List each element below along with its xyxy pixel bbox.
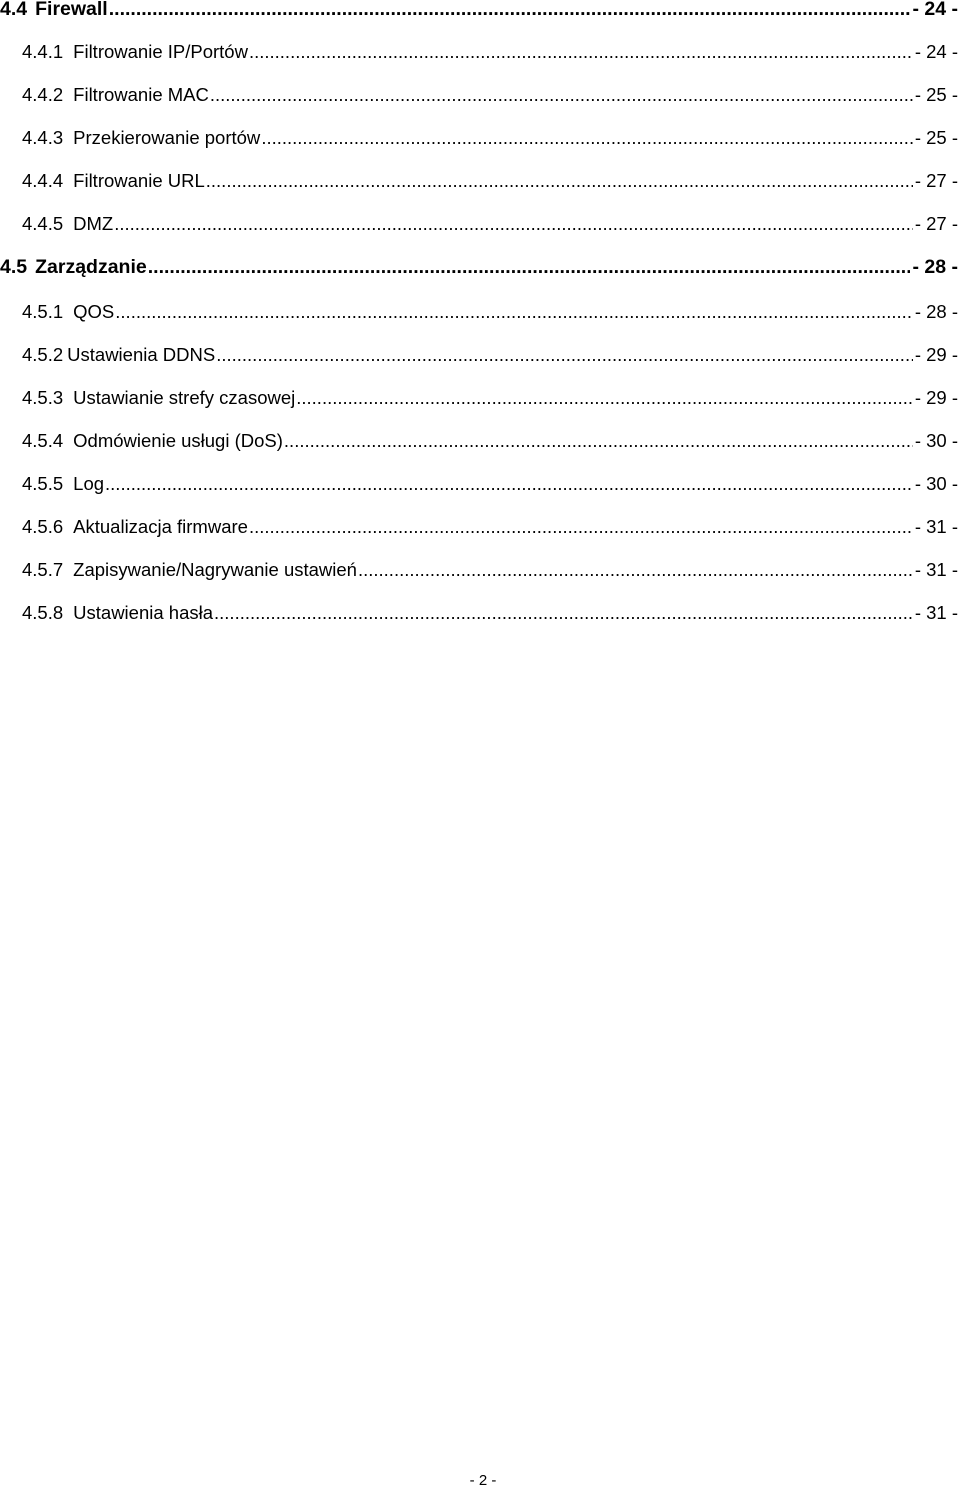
toc-entry-number: 4.4.3 [22,127,64,148]
toc-entry-page: - 27 - [914,170,958,191]
page-number: - 2 - [469,1472,497,1489]
toc-entry-number: 4.5.5 [22,473,64,494]
toc-entry-page: - 29 - [914,387,958,408]
toc-entry-page: - 28 - [914,301,958,322]
toc-entry-title: Przekierowanie portów [73,127,261,148]
toc-entry[interactable] [0,213,960,243]
toc-dot-leader [206,170,913,192]
toc-entry-title: Filtrowanie URL [73,170,205,191]
toc-entry[interactable] [0,170,960,200]
toc-entry-title: Filtrowanie MAC [73,84,209,105]
toc-entry[interactable] [0,473,960,503]
toc-entry-page: - 29 - [914,344,958,365]
toc-dot-leader [115,301,913,323]
toc-entry-number: 4.4 [0,0,28,20]
toc-entry[interactable] [0,387,960,417]
toc-entry-page: - 25 - [914,127,958,148]
toc-entry-page: - 31 - [914,516,958,537]
toc-dot-leader [261,127,913,149]
toc-entry-number: 4.4.4 [22,170,64,191]
toc-entry[interactable] [0,344,960,374]
toc-dot-leader [210,84,913,106]
toc-entry-page: - 31 - [914,559,958,580]
toc-entry-number: 4.5.3 [22,387,64,408]
toc-entry[interactable] [0,0,960,28]
toc-entry-number: 4.5.4 [22,430,64,451]
toc-entry-title: Zapisywanie/Nagrywanie ustawień [73,559,357,580]
toc-entry[interactable] [0,559,960,589]
toc-dot-leader [296,387,913,409]
toc-dot-leader [249,41,913,63]
toc-entry-number: 4.5 [0,256,28,278]
toc-dot-leader [358,559,913,581]
toc-entry-number: 4.4.1 [22,41,64,62]
toc-entry-number: 4.5.7 [22,559,64,580]
toc-entry-title: DMZ [73,213,114,234]
toc-entry-page: - 25 - [914,84,958,105]
toc-dot-leader [284,430,913,452]
toc-dot-leader [109,0,911,21]
toc-entry-page: - 30 - [914,430,958,451]
toc-entry-number: 4.5.2 [22,344,64,365]
toc-entry-number: 4.5.6 [22,516,64,537]
toc-dot-leader [214,602,913,624]
toc-entry[interactable] [0,516,960,546]
toc-entry-title: Firewall [35,0,108,20]
toc-entry[interactable] [0,41,960,71]
toc-entry-number: 4.5.8 [22,602,64,623]
toc-dot-leader [105,473,913,495]
toc-entry-page: - 30 - [914,473,958,494]
toc-entry-title: Ustawienia hasła [73,602,214,623]
toc-entry[interactable] [0,301,960,331]
toc-entry-page: - 24 - [912,0,958,20]
toc-entry-page: - 31 - [914,602,958,623]
toc-entry[interactable] [0,84,960,114]
toc-entry-title: QOS [73,301,115,322]
toc-entry-title: Odmówienie usługi (DoS) [73,430,283,451]
toc-entry-number: 4.4.5 [22,213,64,234]
toc-entry-title: Aktualizacja firmware [73,516,248,537]
toc-entry[interactable] [0,127,960,157]
toc-dot-leader [148,256,911,279]
toc-entry[interactable] [0,256,960,286]
toc-dot-leader [114,213,913,235]
toc-dot-leader [249,516,913,538]
toc-dot-leader [216,344,913,366]
toc-entry-page: - 27 - [914,213,958,234]
toc-entry-page: - 28 - [912,256,958,278]
toc-entry-page: - 24 - [914,41,958,62]
toc-entry-title: Zarządzanie [35,256,147,278]
toc-entry-number: 4.4.2 [22,84,64,105]
toc-entry-title: Ustawianie strefy czasowej [73,387,296,408]
toc-entry[interactable] [0,602,960,632]
toc-entry-number: 4.5.1 [22,301,64,322]
toc-entry[interactable] [0,430,960,460]
toc-entry-title: Log [73,473,105,494]
toc-entry-title: Filtrowanie IP/Portów [73,41,248,62]
toc-entry-title: Ustawienia DDNS [67,344,216,365]
